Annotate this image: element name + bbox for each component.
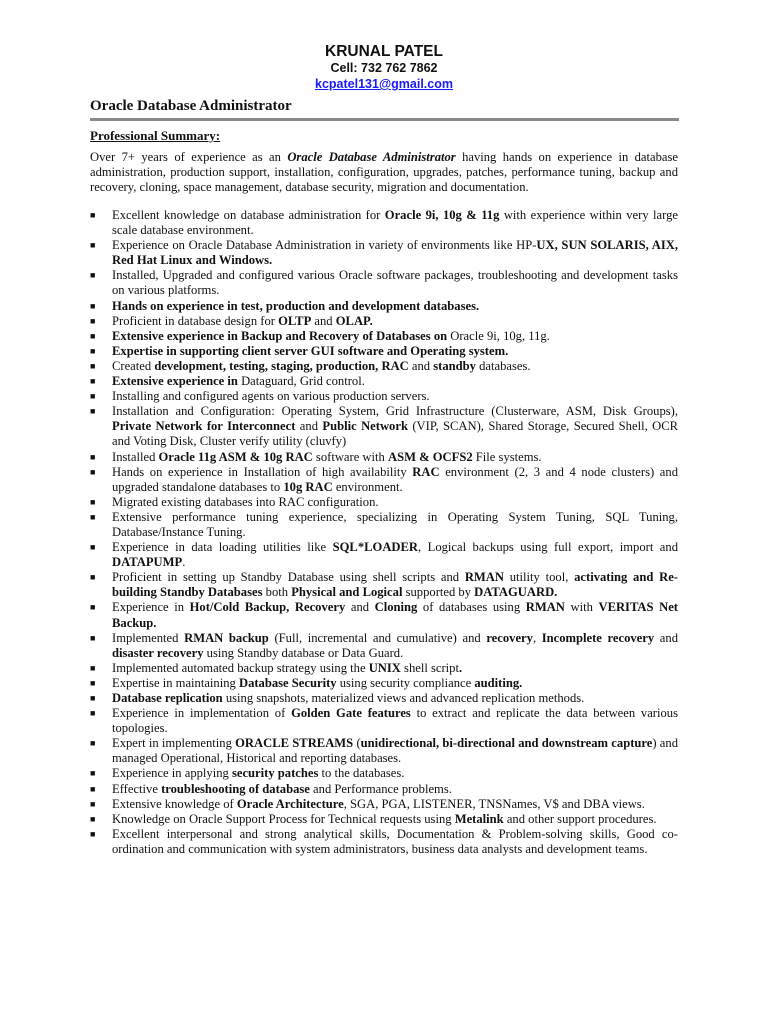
- bold-text: Cloning: [374, 600, 418, 615]
- bold-text: Oracle Architecture: [236, 796, 344, 811]
- bullet-icon: ■: [90, 542, 96, 553]
- bold-text: RMAN: [525, 600, 565, 615]
- bold-text: auditing.: [474, 675, 523, 690]
- bold-text: DATAGUARD.: [474, 585, 558, 600]
- bold-text: Public Network: [322, 419, 408, 434]
- text: and: [654, 630, 678, 645]
- text: environment (2, 3 and 4 node clusters) and upgraded standalone databases to: [112, 464, 678, 494]
- text: Installed: [112, 449, 159, 464]
- text: shell script: [400, 660, 459, 675]
- text: Effective: [112, 781, 162, 796]
- bold-text: activating and Re-building Standby Databases: [112, 570, 678, 600]
- list-item: [90, 268, 678, 298]
- list-item: [90, 374, 678, 389]
- skills-list: [90, 208, 678, 857]
- list-item: [90, 208, 678, 238]
- text: and Performance problems.: [309, 781, 452, 796]
- list-item: [90, 812, 678, 827]
- bold-text: unidirectional, bi-directional and downstream capture: [360, 736, 653, 751]
- bold-text: DATAPUMP: [112, 555, 183, 570]
- bullet-icon: ■: [90, 300, 96, 311]
- bullet-icon: ■: [90, 511, 96, 522]
- cell-phone: Cell: 732 762 7862: [330, 61, 438, 75]
- text: Excellent knowledge on database administration for: [112, 208, 385, 222]
- text: utility tool,: [504, 570, 575, 585]
- text: Experience in: [112, 600, 190, 615]
- list-item: [90, 631, 678, 661]
- bullet-icon: ■: [90, 466, 96, 477]
- list-item: [90, 359, 678, 374]
- bullet-icon: ■: [90, 738, 96, 749]
- bold-text: SQL*LOADER: [332, 540, 419, 555]
- candidate-name: KRUNAL PATEL: [325, 43, 443, 60]
- divider: [90, 118, 679, 121]
- bold-text: Hands on experience in test, production and development databases.: [112, 298, 480, 313]
- list-item: [90, 782, 678, 797]
- text: using snapshots, materialized views and advanced replication methods.: [222, 691, 585, 705]
- text: and: [311, 313, 336, 328]
- text: Created: [112, 358, 155, 373]
- bold-text: RMAN: [464, 570, 504, 585]
- bold-text: UX, SUN SOLARIS, AIX, Red Hat Linux and Windows.: [112, 238, 678, 268]
- list-item: [90, 797, 678, 812]
- text: Experience on Oracle Database Administration in variety of environments like HP-: [112, 238, 537, 253]
- bold-text: .: [458, 660, 463, 675]
- bullet-icon: ■: [90, 345, 96, 356]
- text: and: [345, 600, 375, 615]
- text: with experience within very large scale database environment.: [112, 208, 678, 238]
- list-item: [90, 495, 678, 510]
- bullet-icon: ■: [90, 828, 96, 839]
- list-item: [90, 706, 678, 736]
- bold-text: Expertise in supporting client server GUI software and Operating system.: [112, 343, 509, 358]
- list-item: [90, 661, 678, 676]
- list-item: [90, 570, 678, 600]
- bold-text: UNIX: [368, 660, 401, 675]
- list-item: [90, 344, 678, 359]
- text: Implemented: [112, 630, 185, 645]
- text: databases.: [475, 358, 531, 373]
- text: with: [564, 600, 599, 615]
- text: having hands on experience in database administration, production support, installation, configuration, upgrades, patches, performance tuning, backup and recovery, cloning, space management, database security, migration and documentation.: [90, 150, 678, 195]
- text: Installation and Configuration: Operating System, Grid Infrastructure (Clusterware, ASM, Disk Groups),: [112, 404, 678, 419]
- text: File systems.: [472, 449, 542, 464]
- bold-text: development, testing, staging, production, RAC: [154, 358, 409, 373]
- bold-text: Oracle 11g ASM & 10g RAC: [158, 449, 313, 464]
- text: environment.: [332, 479, 403, 494]
- bullet-icon: ■: [90, 662, 96, 673]
- email-line: [90, 77, 678, 91]
- bullet-icon: ■: [90, 632, 96, 643]
- bullet-icon: ■: [90, 677, 96, 688]
- list-item: [90, 465, 678, 495]
- bold-text: Extensive experience in: [112, 374, 238, 389]
- text: Proficient in setting up Standby Database using shell scripts and: [112, 570, 465, 585]
- text: using Standby database or Data Guard.: [203, 645, 404, 660]
- email-link[interactable]: kcpatel131@gmail.com: [315, 77, 453, 91]
- bold-text: Metalink: [454, 811, 504, 826]
- list-item: [90, 510, 678, 540]
- bullet-icon: ■: [90, 360, 96, 371]
- bold-text: standby: [433, 358, 476, 373]
- text: ) and managed Operational, Historical and reporting databases.: [112, 736, 678, 766]
- list-item: [90, 827, 678, 857]
- list-item: [90, 676, 678, 691]
- bold-text: ASM & OCFS2: [387, 449, 473, 464]
- bullet-icon: ■: [90, 315, 96, 326]
- bold-text: OLTP: [278, 313, 312, 328]
- bullet-icon: ■: [90, 210, 96, 220]
- bold-text: Oracle Database Administrator: [287, 150, 456, 164]
- list-item: [90, 238, 678, 268]
- bold-text: RMAN backup: [184, 630, 269, 645]
- text: Experience in applying: [112, 766, 232, 781]
- bold-text: Hot/Cold Backup, Recovery: [189, 600, 346, 615]
- text: , Logical backups using full export, import and: [418, 540, 678, 555]
- text: using security compliance: [336, 675, 475, 690]
- list-item: [90, 766, 678, 781]
- list-item: [90, 299, 678, 314]
- bullet-icon: ■: [90, 798, 96, 809]
- bold-text: security patches: [231, 766, 319, 781]
- text: to extract and replicate the data between various topologies.: [112, 706, 678, 736]
- bold-text: Database replication: [112, 691, 223, 705]
- bullet-icon: ■: [90, 376, 96, 387]
- text: Excellent interpersonal and strong analytical skills, Documentation & Problem-solving skills, Good co-ordination and communication with system administrators, business data analysts and development teams.: [112, 826, 678, 856]
- text: Extensive performance tuning experience, specializing in Operating System Tuning, SQL Tuning, Database/Instance Tuning.: [112, 509, 678, 539]
- bold-text: Golden Gate features: [291, 706, 411, 721]
- bold-text: Oracle 9i, 10g & 11g: [384, 208, 500, 222]
- text: Experience in data loading utilities like: [112, 540, 333, 555]
- list-item: [90, 736, 678, 766]
- list-item: [90, 450, 678, 465]
- bullet-icon: ■: [90, 813, 96, 824]
- bold-text: Extensive experience in Backup and Recovery of Databases on: [112, 328, 448, 343]
- text: (VIP, SCAN), Shared Storage, Secured Shell, OCR and Voting Disk, Cluster verify utility (cluvfy): [112, 419, 679, 449]
- bullet-icon: ■: [90, 330, 96, 341]
- list-item: [90, 404, 678, 449]
- list-item: [90, 540, 678, 570]
- text: , SGA, PGA, LISTENER, TNSNames, V$ and DBA views.: [343, 796, 645, 811]
- text: Experience in implementation of: [112, 706, 292, 721]
- bold-text: ORACLE STREAMS: [235, 736, 354, 751]
- job-title: Oracle Database Administrator: [90, 98, 292, 114]
- list-item: [90, 600, 678, 630]
- bold-text: disaster recovery: [112, 645, 204, 660]
- list-item: [90, 329, 678, 344]
- text: and: [295, 419, 323, 434]
- section-heading-summary: Professional Summary:: [90, 128, 221, 143]
- bold-text: Physical and Logical: [291, 585, 403, 600]
- text: Expert in implementing: [112, 736, 236, 751]
- bold-text: troubleshooting of database: [161, 781, 310, 796]
- bold-text: Database Security: [238, 675, 337, 690]
- text: software with: [312, 449, 388, 464]
- text: Oracle 9i, 10g, 11g.: [447, 328, 550, 343]
- text: of databases using: [417, 600, 526, 615]
- text: Dataguard, Grid control.: [237, 374, 365, 389]
- text: (Full, incremental and cumulative) and: [268, 630, 487, 645]
- text: Implemented automated backup strategy using the: [112, 660, 369, 675]
- text: ,: [532, 630, 542, 645]
- text: Over 7+ years of experience as an: [90, 150, 288, 164]
- bullet-icon: ■: [90, 708, 96, 719]
- text: and: [408, 358, 434, 373]
- text: Installing and configured agents on various production servers.: [112, 389, 430, 404]
- text: .: [182, 555, 186, 570]
- text: Installed, Upgraded and configured various Oracle software packages, troubleshooting and development tasks on various platforms.: [112, 268, 678, 298]
- list-item: [90, 691, 678, 706]
- text: Proficient in database design for: [112, 313, 279, 328]
- text: Migrated existing databases into RAC configuration.: [112, 494, 379, 509]
- text: supported by: [402, 585, 475, 600]
- text: and other support procedures.: [503, 811, 657, 826]
- bullet-icon: ■: [90, 496, 96, 507]
- bold-text: 10g RAC: [283, 479, 333, 494]
- bold-text: Incomplete recovery: [541, 630, 655, 645]
- summary-paragraph: [90, 150, 678, 195]
- bullet-icon: ■: [90, 406, 96, 417]
- text: Extensive knowledge of: [112, 796, 237, 811]
- bold-text: recovery: [486, 630, 533, 645]
- bullet-icon: ■: [90, 240, 96, 251]
- bullet-icon: ■: [90, 602, 96, 613]
- bold-text: RAC: [412, 464, 440, 479]
- text: both: [262, 585, 292, 600]
- list-item: [90, 314, 678, 329]
- text: to the databases.: [318, 766, 405, 781]
- text: Knowledge on Oracle Support Process for Technical requests using: [112, 811, 455, 826]
- bullet-icon: ■: [90, 451, 96, 462]
- bold-text: OLAP.: [335, 313, 373, 328]
- bullet-icon: ■: [90, 270, 96, 281]
- bold-text: VERITAS Net Backup.: [112, 600, 678, 630]
- bold-text: Private Network for Interconnect: [112, 419, 296, 434]
- bullet-icon: ■: [90, 572, 96, 583]
- bullet-icon: ■: [90, 783, 96, 794]
- bullet-icon: ■: [90, 391, 96, 402]
- bullet-icon: ■: [90, 768, 96, 779]
- text: Expertise in maintaining: [112, 675, 239, 690]
- text: Hands on experience in Installation of high availability: [112, 464, 413, 479]
- bullet-icon: ■: [90, 693, 96, 703]
- text: (: [353, 736, 361, 751]
- list-item: [90, 389, 678, 404]
